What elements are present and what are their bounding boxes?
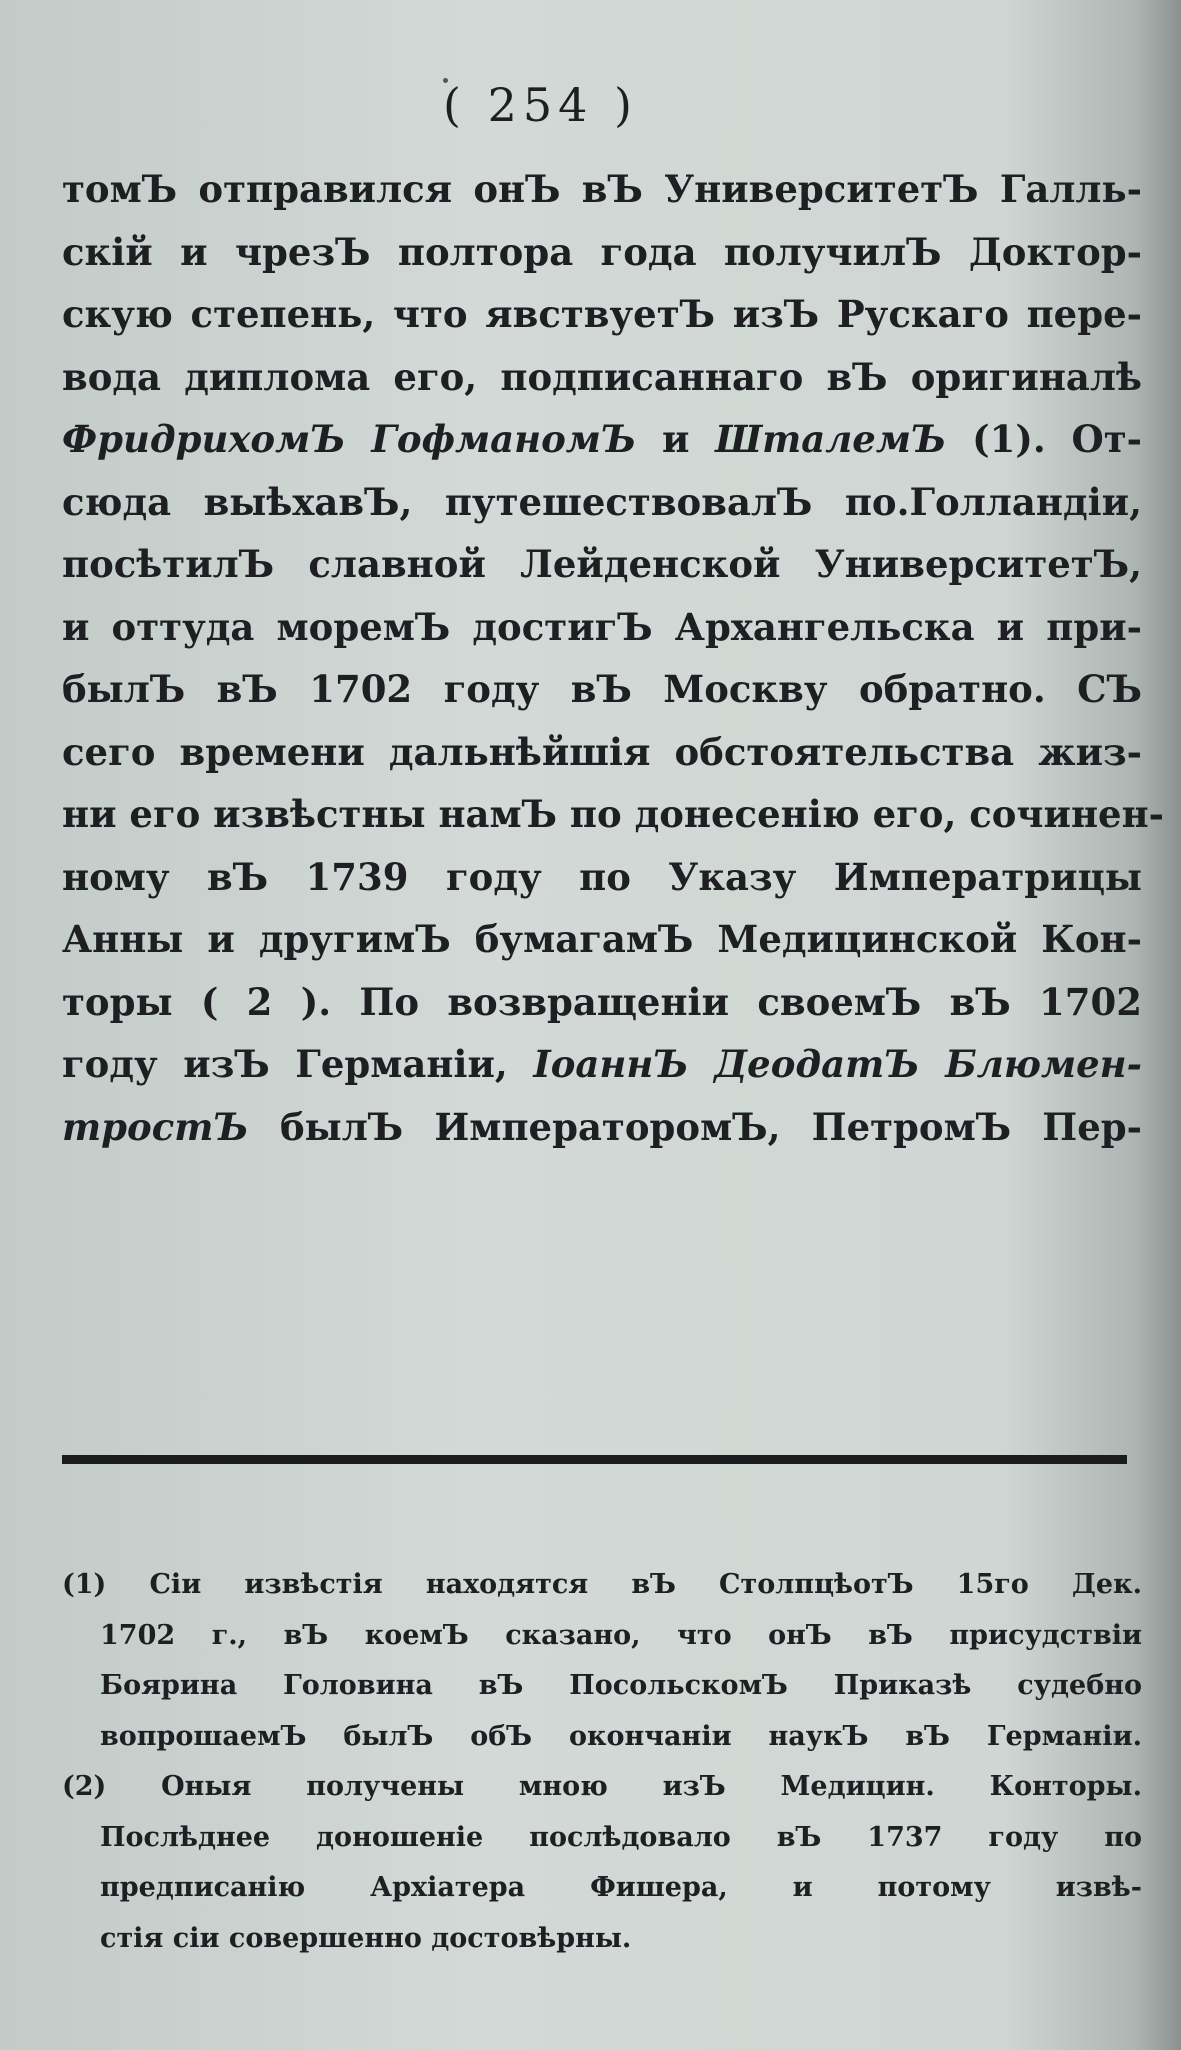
main-text-block (62, 158, 1165, 1158)
text-line: Анны и другимЪ бумагамЪ Медицинской Кон- (62, 917, 1142, 961)
footnote-line: Послѣднее доношеніе послѣдовало вЪ 1737 году по (100, 1821, 1142, 1853)
text-line: ному вЪ 1739 году по Указу Императрицы (62, 854, 1142, 899)
text-line: томЪ отправился онЪ вЪ УниверситетЪ Галль- (62, 167, 1142, 211)
italic-names: ФридрихомЪ ГофманомЪ (62, 417, 637, 461)
text-line: скій и чрезЪ полтора года получилЪ Доктор- (62, 229, 1142, 274)
footnote-line: предписанію Архіатера Фишера, и потому извѣ- (100, 1872, 1142, 1903)
plain-text: году изЪ Германіи, (62, 1042, 534, 1086)
text-line: и оттуда моремЪ достигЪ Архангельска и при- (62, 604, 1142, 649)
footnote-line: (2) Оныя получены мною изЪ Медицин. Конторы. (62, 1771, 1142, 1802)
page-number: ( 254 ) (443, 78, 638, 132)
italic-name: тростЪ (62, 1104, 249, 1149)
text-line: торы ( 2 ). По возвращеніи своемЪ вЪ 1702 (62, 979, 1142, 1024)
text-line (62, 408, 1142, 471)
footnote-line: (1) Сіи извѣстія находятся вЪ СтолпцѣотЪ 15го Дек. (62, 1569, 1142, 1600)
italic-name: ІоаннЪ ДеодатЪ Блюмен- (533, 1042, 1142, 1086)
footnotes-block (62, 1560, 1142, 1964)
plain-text: (1). От- (946, 417, 1142, 461)
plain-text: былЪ ИмператоромЪ, ПетромЪ Пер- (248, 1104, 1142, 1149)
text-line: сюда выѣхавЪ, путешествовалЪ по.Голландіи, (62, 479, 1142, 524)
text-line (62, 1096, 1142, 1159)
text-line: посѣтилЪ славной Лейденской УниверситетЪ, (62, 542, 1142, 586)
italic-name: ШталемЪ (715, 417, 947, 461)
text-line (62, 1033, 1142, 1096)
footnote-separator (62, 1455, 1127, 1464)
text-line: вода диплома его, подписаннаго вЪ оригиналѣ (62, 354, 1142, 399)
footnote-line: 1702 г., вЪ коемЪ сказано, что онЪ вЪ присудствіи (100, 1619, 1142, 1651)
footnote-line: вопрошаемЪ былЪ обЪ окончаніи наукЪ вЪ Германіи. (100, 1720, 1142, 1752)
text-line: скую степень, что явствуетЪ изЪ Рускаго пере- (62, 292, 1142, 336)
text-line: былЪ вЪ 1702 году вЪ Москву обратно. СЪ (62, 667, 1142, 711)
footnote-line: стія сіи совершенно достовѣрны. (100, 1922, 632, 1954)
text-line: ни его извѣстны намЪ по донесенію его, сочинен- (62, 792, 1165, 836)
text-line: сего времени дальнѣйшія обстоятельства жиз- (62, 729, 1142, 774)
footnote-line: Боярина Головина вЪ ПосольскомЪ Приказѣ судебно (100, 1670, 1142, 1701)
plain-text: и (636, 417, 716, 461)
